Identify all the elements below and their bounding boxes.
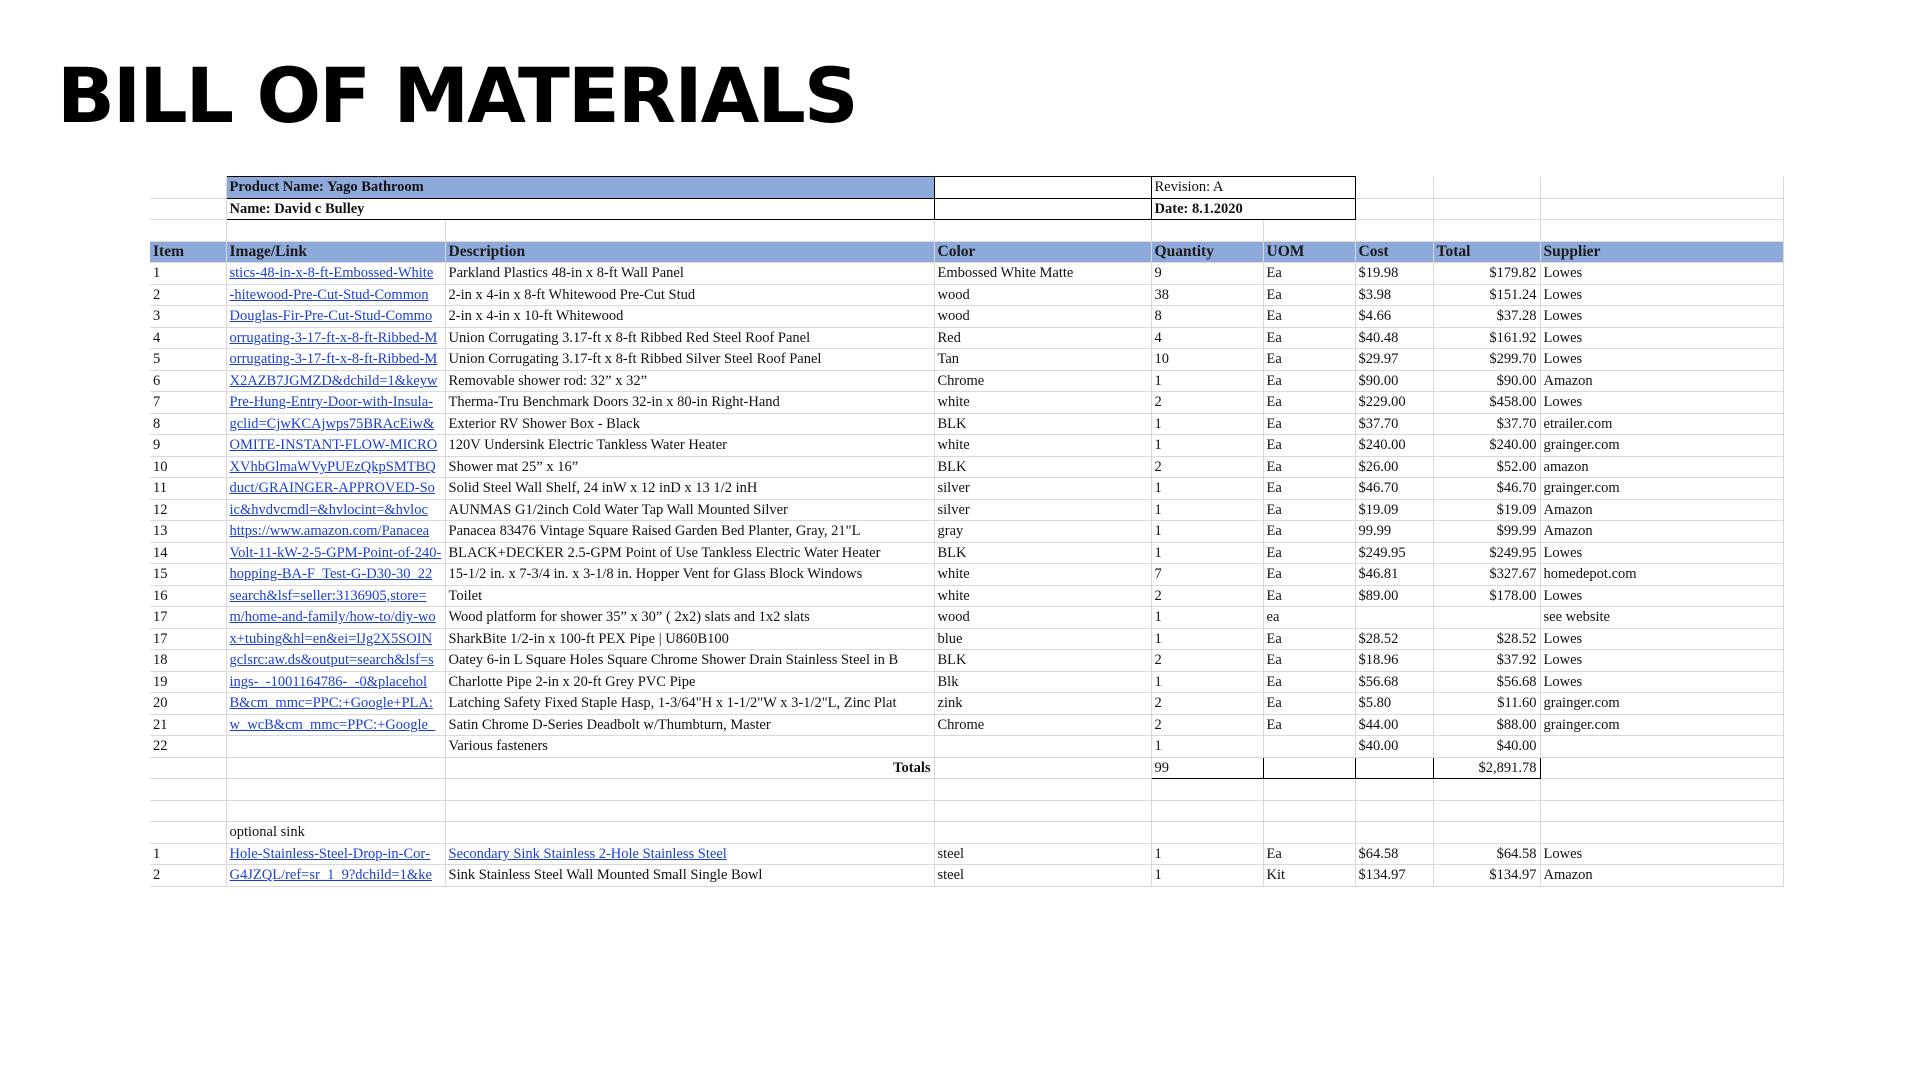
cell-cost: $19.09 bbox=[1355, 499, 1433, 521]
cell-description: 2-in x 4-in x 8-ft Whitewood Pre-Cut Stud bbox=[445, 284, 934, 306]
cell-item: 7 bbox=[150, 392, 226, 414]
cell-uom: Ea bbox=[1263, 564, 1355, 586]
table-row bbox=[150, 499, 1783, 521]
blank-row bbox=[150, 220, 1783, 242]
table-row bbox=[150, 263, 1783, 285]
column-header: UOM bbox=[1263, 241, 1355, 263]
cell-cost: $29.97 bbox=[1355, 349, 1433, 371]
cell-cost: $134.97 bbox=[1355, 865, 1433, 887]
cell-uom: ea bbox=[1263, 607, 1355, 629]
cell-quantity: 2 bbox=[1151, 650, 1263, 672]
cell-cost: $40.48 bbox=[1355, 327, 1433, 349]
cell-item: 11 bbox=[150, 478, 226, 500]
cell-item: 21 bbox=[150, 714, 226, 736]
product-name-row bbox=[150, 177, 1783, 199]
cell-cost: $28.52 bbox=[1355, 628, 1433, 650]
cell-quantity: 2 bbox=[1151, 714, 1263, 736]
cell-cost: $56.68 bbox=[1355, 671, 1433, 693]
cell-quantity: 1 bbox=[1151, 607, 1263, 629]
cell-description: Parkland Plastics 48-in x 8-ft Wall Panel bbox=[445, 263, 934, 285]
cell-total: $179.82 bbox=[1433, 263, 1540, 285]
table-row bbox=[150, 542, 1783, 564]
cell-color: silver bbox=[934, 478, 1151, 500]
product-link[interactable]: -Hole-Stainless-Steel-Drop-in-Cor bbox=[226, 843, 445, 865]
cell-uom: Ea bbox=[1263, 349, 1355, 371]
cell-item: 19 bbox=[150, 671, 226, 693]
product-link[interactable]: x+tubing&hl=en&ei=lJg2X5SOIN bbox=[226, 628, 445, 650]
cell-supplier: Amazon bbox=[1540, 499, 1783, 521]
cell-quantity: 2 bbox=[1151, 456, 1263, 478]
cell-item: 17 bbox=[150, 628, 226, 650]
cell-supplier: Lowes bbox=[1540, 585, 1783, 607]
cell-description: 120V Undersink Electric Tankless Water Heater bbox=[445, 435, 934, 457]
table-row bbox=[150, 413, 1783, 435]
cell-quantity: 1 bbox=[1151, 370, 1263, 392]
cell-quantity: 1 bbox=[1151, 521, 1263, 543]
product-link[interactable]: ic&hvdvcmdl=&hvlocint=&hvloc bbox=[226, 499, 445, 521]
cell-description[interactable]: Secondary Sink Stainless 2-Hole Stainless Steel bbox=[445, 843, 934, 865]
cell-uom: Ea bbox=[1263, 370, 1355, 392]
totals-row bbox=[150, 757, 1783, 779]
cell-uom: Ea bbox=[1263, 327, 1355, 349]
cell-quantity: 1 bbox=[1151, 413, 1263, 435]
date-cell: Date: 8.1.2020 bbox=[1151, 198, 1355, 220]
cell-item: 1 bbox=[150, 263, 226, 285]
cell-uom: Ea bbox=[1263, 843, 1355, 865]
cell-quantity: 7 bbox=[1151, 564, 1263, 586]
product-link[interactable]: orrugating-3-17-ft-x-8-ft-Ribbed-M bbox=[226, 349, 445, 371]
cell-color: Tan bbox=[934, 349, 1151, 371]
slide-title: BILL OF MATERIALS bbox=[57, 51, 857, 140]
cell-description: Wood platform for shower 35” x 30” ( 2x2) slats and 1x2 slats bbox=[445, 607, 934, 629]
cell-cost: $44.00 bbox=[1355, 714, 1433, 736]
cell-cost: $18.96 bbox=[1355, 650, 1433, 672]
cell-color: blue bbox=[934, 628, 1151, 650]
table-row bbox=[150, 306, 1783, 328]
table-row bbox=[150, 370, 1783, 392]
cell-supplier: Lowes bbox=[1540, 392, 1783, 414]
cell-item: 15 bbox=[150, 564, 226, 586]
cell-description: Various fasteners bbox=[445, 736, 934, 758]
cell-total: $178.00 bbox=[1433, 585, 1540, 607]
cell-supplier: Lowes bbox=[1540, 671, 1783, 693]
cell-color: white bbox=[934, 392, 1151, 414]
cell-supplier: Lowes bbox=[1540, 349, 1783, 371]
table-row bbox=[150, 521, 1783, 543]
cell-item: 5 bbox=[150, 349, 226, 371]
cell-quantity: 1 bbox=[1151, 478, 1263, 500]
column-header: Quantity bbox=[1151, 241, 1263, 263]
cell-cost: $4.66 bbox=[1355, 306, 1433, 328]
cell-uom: Ea bbox=[1263, 499, 1355, 521]
cell-color: wood bbox=[934, 284, 1151, 306]
cell-cost: $46.70 bbox=[1355, 478, 1433, 500]
cell-cost: $19.98 bbox=[1355, 263, 1433, 285]
cell-color: wood bbox=[934, 607, 1151, 629]
cell-supplier: Amazon bbox=[1540, 521, 1783, 543]
column-header: Description bbox=[445, 241, 934, 263]
cell-cost: $46.81 bbox=[1355, 564, 1433, 586]
table-row bbox=[150, 650, 1783, 672]
cell-cost bbox=[1355, 607, 1433, 629]
cell-uom: Ea bbox=[1263, 478, 1355, 500]
cell-supplier: amazon bbox=[1540, 456, 1783, 478]
cell-description: Shower mat 25” x 16” bbox=[445, 456, 934, 478]
cell-color: silver bbox=[934, 499, 1151, 521]
optional-sink-label: optional sink bbox=[226, 822, 445, 844]
table-row bbox=[150, 843, 1783, 865]
table-row bbox=[150, 736, 1783, 758]
cell-quantity: 4 bbox=[1151, 327, 1263, 349]
cell-total: $64.58 bbox=[1433, 843, 1540, 865]
cell-quantity: 1 bbox=[1151, 542, 1263, 564]
cell-supplier: homedepot.com bbox=[1540, 564, 1783, 586]
cell-cost: $229.00 bbox=[1355, 392, 1433, 414]
table-row bbox=[150, 607, 1783, 629]
cell-description: Union Corrugating 3.17-ft x 8-ft Ribbed Red Steel Roof Panel bbox=[445, 327, 934, 349]
column-header: Item bbox=[150, 241, 226, 263]
product-link[interactable]: Douglas-Fir-Pre-Cut-Stud-Commo bbox=[226, 306, 445, 328]
cell-total: $134.97 bbox=[1433, 865, 1540, 887]
cell-color: Red bbox=[934, 327, 1151, 349]
cell-color bbox=[934, 736, 1151, 758]
cell-quantity: 2 bbox=[1151, 585, 1263, 607]
cell-description: Exterior RV Shower Box - Black bbox=[445, 413, 934, 435]
cell-color: steel bbox=[934, 843, 1151, 865]
cell-total: $19.09 bbox=[1433, 499, 1540, 521]
cell-cost: $40.00 bbox=[1355, 736, 1433, 758]
cell-cost: $5.80 bbox=[1355, 693, 1433, 715]
table-row bbox=[150, 327, 1783, 349]
cell-item: 8 bbox=[150, 413, 226, 435]
table-row bbox=[150, 714, 1783, 736]
product-link[interactable]: stics-48-in-x-8-ft-Embossed-White bbox=[226, 263, 445, 285]
cell-color: Chrome bbox=[934, 714, 1151, 736]
cell-color: gray bbox=[934, 521, 1151, 543]
cell-quantity: 1 bbox=[1151, 671, 1263, 693]
cell-color: BLK bbox=[934, 456, 1151, 478]
table-row bbox=[150, 564, 1783, 586]
cell-item: 9 bbox=[150, 435, 226, 457]
cell-total: $151.24 bbox=[1433, 284, 1540, 306]
table-row bbox=[150, 628, 1783, 650]
cell-color: BLK bbox=[934, 650, 1151, 672]
totals-total: $2,891.78 bbox=[1433, 757, 1540, 779]
cell-total: $299.70 bbox=[1433, 349, 1540, 371]
column-header: Supplier bbox=[1540, 241, 1783, 263]
cell-description: Toilet bbox=[445, 585, 934, 607]
cell-supplier: see website bbox=[1540, 607, 1783, 629]
cell-uom: Ea bbox=[1263, 542, 1355, 564]
cell-supplier: Amazon bbox=[1540, 865, 1783, 887]
cell-item: 10 bbox=[150, 456, 226, 478]
table-row bbox=[150, 284, 1783, 306]
product-link[interactable]: hopping-BA-F_Test-G-D30-30_22 bbox=[226, 564, 445, 586]
cell-cost: $3.98 bbox=[1355, 284, 1433, 306]
cell-supplier: Lowes bbox=[1540, 843, 1783, 865]
product-link[interactable]: gclsrc:aw.ds&output=search&lsf=s bbox=[226, 650, 445, 672]
cell-supplier bbox=[1540, 736, 1783, 758]
table-row bbox=[150, 478, 1783, 500]
cell-total: $458.00 bbox=[1433, 392, 1540, 414]
cell-item: 2 bbox=[150, 284, 226, 306]
product-link[interactable]: -240-Volt-11-kW-2-5-GPM-Point-of bbox=[226, 542, 445, 564]
cell-item: 13 bbox=[150, 521, 226, 543]
cell-uom: Ea bbox=[1263, 650, 1355, 672]
cell-supplier: Lowes bbox=[1540, 542, 1783, 564]
cell-item: 4 bbox=[150, 327, 226, 349]
totals-quantity: 99 bbox=[1151, 757, 1263, 779]
cell-quantity: 1 bbox=[1151, 736, 1263, 758]
cell-quantity: 38 bbox=[1151, 284, 1263, 306]
cell-description: Satin Chrome D-Series Deadbolt w/Thumbturn, Master bbox=[445, 714, 934, 736]
cell-color: wood bbox=[934, 306, 1151, 328]
cell-total: $249.95 bbox=[1433, 542, 1540, 564]
table-row bbox=[150, 392, 1783, 414]
cell-supplier: Lowes bbox=[1540, 327, 1783, 349]
table-row bbox=[150, 693, 1783, 715]
product-name-cell: Product Name: Yago Bathroom bbox=[226, 177, 934, 199]
cell-quantity: 1 bbox=[1151, 843, 1263, 865]
cell-item: 14 bbox=[150, 542, 226, 564]
cell-supplier: grainger.com bbox=[1540, 435, 1783, 457]
product-link[interactable]: G4JZQL/ref=sr_1_9?dchild=1&ke bbox=[226, 865, 445, 887]
cell-supplier: Lowes bbox=[1540, 284, 1783, 306]
cell-total: $11.60 bbox=[1433, 693, 1540, 715]
cell-description: Panacea 83476 Vintage Square Raised Garden Bed Planter, Gray, 21"L bbox=[445, 521, 934, 543]
cell-supplier: grainger.com bbox=[1540, 478, 1783, 500]
cell-uom: Ea bbox=[1263, 628, 1355, 650]
cell-uom: Ea bbox=[1263, 521, 1355, 543]
blank-row bbox=[150, 800, 1783, 822]
product-link[interactable]: =search&lsf=seller:3136905,store bbox=[226, 585, 445, 607]
cell-uom: Ea bbox=[1263, 456, 1355, 478]
cell-cost: $89.00 bbox=[1355, 585, 1433, 607]
bom-spreadsheet bbox=[150, 176, 1784, 887]
column-header: Cost bbox=[1355, 241, 1433, 263]
cell-cost: $249.95 bbox=[1355, 542, 1433, 564]
blank-row bbox=[150, 779, 1783, 801]
cell-description: Solid Steel Wall Shelf, 24 inW x 12 inD x 13 1/2 inH bbox=[445, 478, 934, 500]
cell-description: 2-in x 4-in x 10-ft Whitewood bbox=[445, 306, 934, 328]
cell-total bbox=[1433, 607, 1540, 629]
column-header: Color bbox=[934, 241, 1151, 263]
cell-description: Latching Safety Fixed Staple Hasp, 1-3/64"H x 1-1/2"W x 3-1/2"L, Zinc Plat bbox=[445, 693, 934, 715]
cell-description: AUNMAS G1/2inch Cold Water Tap Wall Mounted Silver bbox=[445, 499, 934, 521]
name-cell: Name: David c Bulley bbox=[226, 198, 934, 220]
cell-cost: $90.00 bbox=[1355, 370, 1433, 392]
column-header: Image/Link bbox=[226, 241, 445, 263]
column-header-row bbox=[150, 241, 1783, 263]
cell-description: 15-1/2 in. x 7-3/4 in. x 3-1/8 in. Hopper Vent for Glass Block Windows bbox=[445, 564, 934, 586]
cell-total: $52.00 bbox=[1433, 456, 1540, 478]
product-link[interactable]: OMITE-INSTANT-FLOW-MICRO bbox=[226, 435, 445, 457]
cell-description: Removable shower rod: 32” x 32” bbox=[445, 370, 934, 392]
product-link[interactable]: _w_wcB&cm_mmc=PPC:+Google bbox=[226, 714, 445, 736]
product-link[interactable]: :B&cm_mmc=PPC:+Google+PLA bbox=[226, 693, 445, 715]
product-link[interactable]: m/home-and-family/how-to/diy-wo bbox=[226, 607, 445, 629]
cell-total: $37.28 bbox=[1433, 306, 1540, 328]
cell-total: $37.92 bbox=[1433, 650, 1540, 672]
cell-total: $88.00 bbox=[1433, 714, 1540, 736]
cell-item: 22 bbox=[150, 736, 226, 758]
cell-total: $37.70 bbox=[1433, 413, 1540, 435]
cell-total: $46.70 bbox=[1433, 478, 1540, 500]
cell-quantity: 8 bbox=[1151, 306, 1263, 328]
cell-item: 6 bbox=[150, 370, 226, 392]
cell-total: $56.68 bbox=[1433, 671, 1540, 693]
product-link[interactable]: XVhbGlmaWVyPUEzQkpSMTBQ bbox=[226, 456, 445, 478]
cell-color: white bbox=[934, 564, 1151, 586]
cell-quantity: 1 bbox=[1151, 499, 1263, 521]
product-link[interactable]: X2AZB7JGMZD&dchild=1&keyw bbox=[226, 370, 445, 392]
cell-supplier: Lowes bbox=[1540, 306, 1783, 328]
cell-cost: $37.70 bbox=[1355, 413, 1433, 435]
cell-supplier: Lowes bbox=[1540, 263, 1783, 285]
revision-cell: Revision: A bbox=[1151, 177, 1355, 199]
cell-item: 2 bbox=[150, 865, 226, 887]
cell-supplier: grainger.com bbox=[1540, 693, 1783, 715]
cell-color: zink bbox=[934, 693, 1151, 715]
cell-item: 18 bbox=[150, 650, 226, 672]
cell-total: $327.67 bbox=[1433, 564, 1540, 586]
cell-cost: $64.58 bbox=[1355, 843, 1433, 865]
cell-total: $28.52 bbox=[1433, 628, 1540, 650]
cell-uom: Ea bbox=[1263, 585, 1355, 607]
cell-uom: Ea bbox=[1263, 435, 1355, 457]
cell-color: Blk bbox=[934, 671, 1151, 693]
cell-quantity: 10 bbox=[1151, 349, 1263, 371]
cell-uom: Ea bbox=[1263, 392, 1355, 414]
product-link[interactable]: ings-_-1001164786-_-0&placehol bbox=[226, 671, 445, 693]
cell-color: white bbox=[934, 435, 1151, 457]
name-row bbox=[150, 198, 1783, 220]
cell-color: Embossed White Matte bbox=[934, 263, 1151, 285]
product-link[interactable]: orrugating-3-17-ft-x-8-ft-Ribbed-M bbox=[226, 327, 445, 349]
totals-label: Totals bbox=[445, 757, 934, 779]
cell-quantity: 1 bbox=[1151, 865, 1263, 887]
cell-uom: Kit bbox=[1263, 865, 1355, 887]
table-row bbox=[150, 865, 1783, 887]
cell-item: 20 bbox=[150, 693, 226, 715]
cell-total: $40.00 bbox=[1433, 736, 1540, 758]
cell-color: white bbox=[934, 585, 1151, 607]
cell-color: Chrome bbox=[934, 370, 1151, 392]
cell-color: steel bbox=[934, 865, 1151, 887]
cell-uom bbox=[1263, 736, 1355, 758]
cell-supplier: Lowes bbox=[1540, 650, 1783, 672]
product-link[interactable]: hitewood-Pre-Cut-Stud-Common- bbox=[226, 284, 445, 306]
product-link[interactable]: -Pre-Hung-Entry-Door-with-Insula bbox=[226, 392, 445, 414]
cell-cost: $26.00 bbox=[1355, 456, 1433, 478]
column-header: Total bbox=[1433, 241, 1540, 263]
cell-quantity: 1 bbox=[1151, 435, 1263, 457]
cell-total: $90.00 bbox=[1433, 370, 1540, 392]
cell-uom: Ea bbox=[1263, 693, 1355, 715]
cell-color: BLK bbox=[934, 542, 1151, 564]
cell-supplier: grainger.com bbox=[1540, 714, 1783, 736]
table-row bbox=[150, 349, 1783, 371]
table-row bbox=[150, 585, 1783, 607]
cell-supplier: Amazon bbox=[1540, 370, 1783, 392]
cell-uom: Ea bbox=[1263, 671, 1355, 693]
cell-description: Sink Stainless Steel Wall Mounted Small Single Bowl bbox=[445, 865, 934, 887]
cell-description: Therma-Tru Benchmark Doors 32-in x 80-in Right-Hand bbox=[445, 392, 934, 414]
cell-supplier: Lowes bbox=[1540, 628, 1783, 650]
cell-uom: Ea bbox=[1263, 284, 1355, 306]
optional-label-row bbox=[150, 822, 1783, 844]
table-row bbox=[150, 435, 1783, 457]
cell-item: 17 bbox=[150, 607, 226, 629]
table-row bbox=[150, 456, 1783, 478]
cell-uom: Ea bbox=[1263, 413, 1355, 435]
cell-uom: Ea bbox=[1263, 714, 1355, 736]
cell-quantity: 2 bbox=[1151, 392, 1263, 414]
cell-description: SharkBite 1/2-in x 100-ft PEX Pipe | U860B100 bbox=[445, 628, 934, 650]
cell-item: 12 bbox=[150, 499, 226, 521]
cell-description: Oatey 6-in L Square Holes Square Chrome Shower Drain Stainless Steel in B bbox=[445, 650, 934, 672]
product-link[interactable]: duct/GRAINGER-APPROVED-So bbox=[226, 478, 445, 500]
cell-color: BLK bbox=[934, 413, 1151, 435]
cell-quantity: 9 bbox=[1151, 263, 1263, 285]
cell-cost: 99.99 bbox=[1355, 521, 1433, 543]
cell-cost: $240.00 bbox=[1355, 435, 1433, 457]
cell-total: $99.99 bbox=[1433, 521, 1540, 543]
cell-description: Charlotte Pipe 2-in x 20-ft Grey PVC Pipe bbox=[445, 671, 934, 693]
cell-total: $240.00 bbox=[1433, 435, 1540, 457]
product-link[interactable]: &gclid=CjwKCAjwps75BRAcEiw bbox=[226, 413, 445, 435]
cell-item: 16 bbox=[150, 585, 226, 607]
table-row bbox=[150, 671, 1783, 693]
cell-description: BLACK+DECKER 2.5-GPM Point of Use Tankless Electric Water Heater bbox=[445, 542, 934, 564]
cell-uom: Ea bbox=[1263, 306, 1355, 328]
product-link[interactable]: https://www.amazon.com/Panacea bbox=[226, 521, 445, 543]
cell-quantity: 1 bbox=[1151, 628, 1263, 650]
cell-supplier: etrailer.com bbox=[1540, 413, 1783, 435]
cell-description: Union Corrugating 3.17-ft x 8-ft Ribbed Silver Steel Roof Panel bbox=[445, 349, 934, 371]
cell-uom: Ea bbox=[1263, 263, 1355, 285]
cell-item: 1 bbox=[150, 843, 226, 865]
cell-total: $161.92 bbox=[1433, 327, 1540, 349]
cell-item: 3 bbox=[150, 306, 226, 328]
product-link[interactable] bbox=[226, 736, 445, 758]
cell-quantity: 2 bbox=[1151, 693, 1263, 715]
